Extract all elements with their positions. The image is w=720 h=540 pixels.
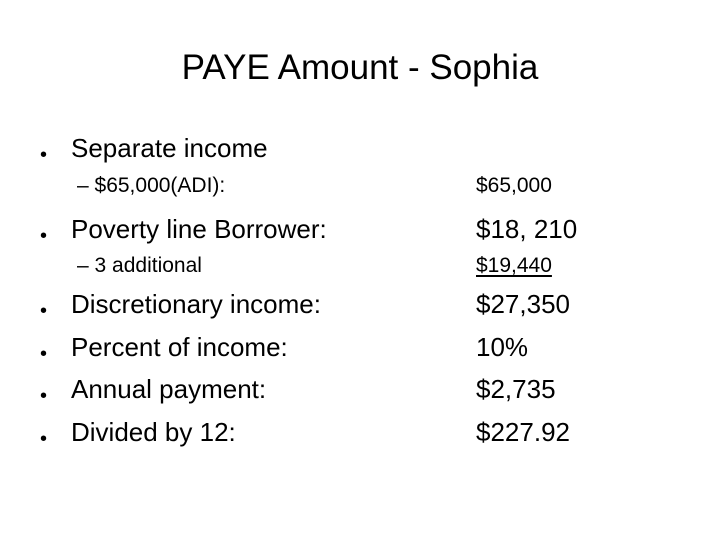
sub-item-label: – 3 additional — [77, 254, 202, 277]
item-value: $2,735 — [476, 374, 556, 404]
item-label: Poverty line Borrower: — [71, 214, 327, 244]
item-value-underlined: $19,440 — [476, 254, 552, 277]
item-value: $65,000 — [476, 174, 552, 197]
item-value: $18, 210 — [476, 214, 578, 244]
bullet-icon: • — [40, 300, 48, 322]
bullet-icon: • — [40, 225, 48, 247]
item-label: Separate income — [71, 133, 268, 163]
bullet-icon: • — [40, 343, 48, 365]
slide-title: PAYE Amount - Sophia — [181, 48, 539, 87]
item-label: Divided by 12: — [71, 417, 236, 447]
bullet-icon: • — [40, 428, 48, 450]
item-label: Discretionary income: — [71, 289, 321, 319]
bullet-icon: • — [40, 385, 48, 407]
bullet-icon: • — [40, 144, 48, 166]
item-label: Percent of income: — [71, 332, 288, 362]
item-label: Annual payment: — [71, 374, 267, 404]
sub-item-label: – $65,000(ADI): — [77, 174, 226, 197]
item-value: $27,350 — [476, 289, 570, 319]
item-value: 10% — [476, 332, 529, 362]
item-value: $227.92 — [476, 417, 570, 447]
